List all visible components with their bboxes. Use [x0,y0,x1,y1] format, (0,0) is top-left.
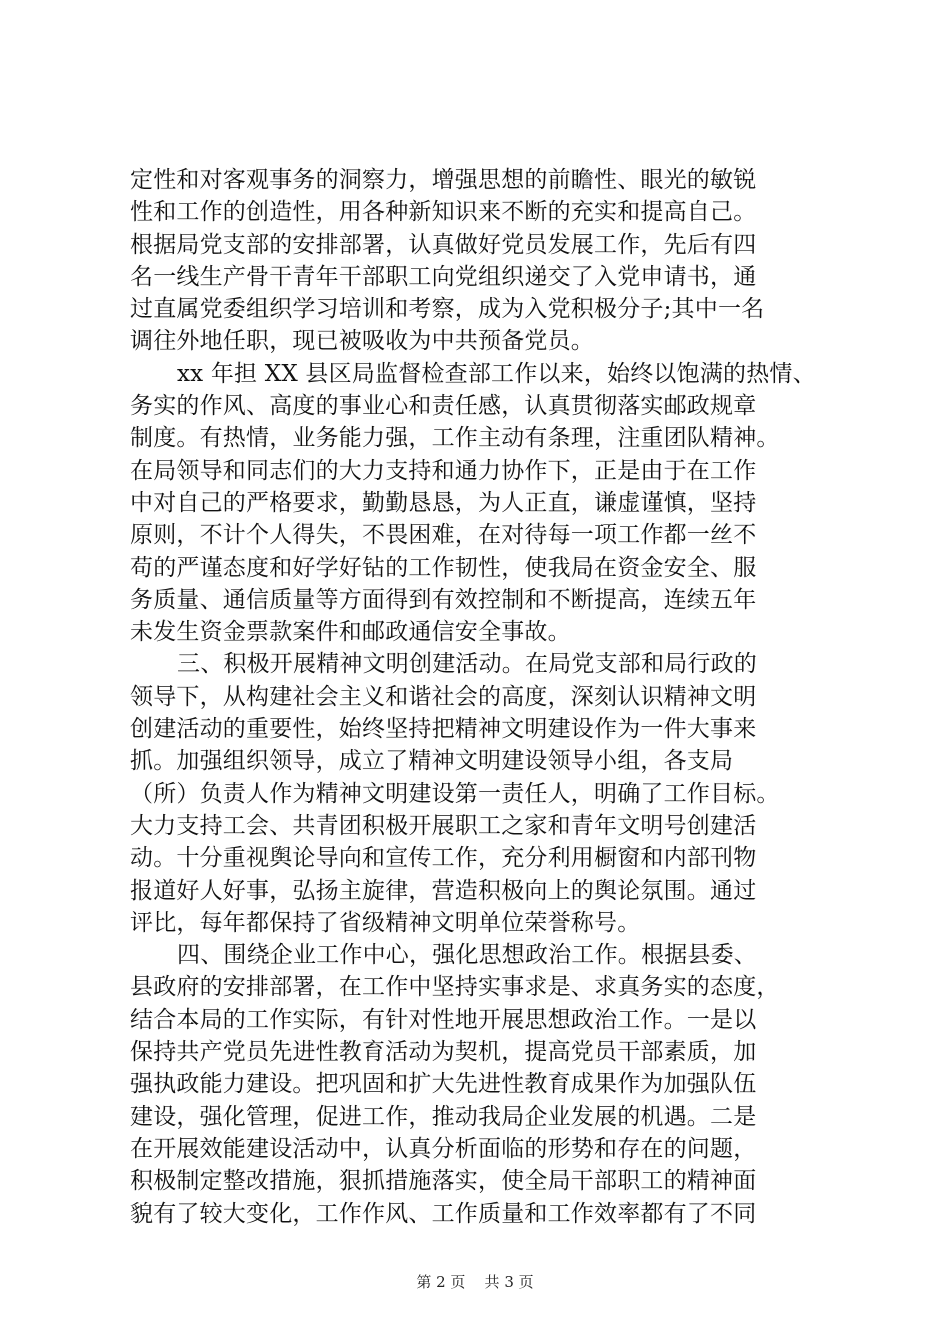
text-line: 在开展效能建设活动中，认真分析面临的形势和存在的问题， [130,1135,757,1162]
text-line: 创建活动的重要性，始终坚持把精神文明建设作为一件大事来 [130,716,757,743]
text-line: 评比，每年都保持了省级精神文明单位荣誉称号。 [130,909,641,936]
text-line: 苟的严谨态度和好学好钻的工作韧性，使我局在资金安全、服 [130,554,757,581]
text-line: 原则，不计个人得失，不畏困难，在对待每一项工作都一丝不 [130,522,757,549]
text-line: 强执政能力建设。把巩固和扩大先进性教育成果作为加强队伍 [130,1071,757,1098]
text-line: 保持共产党员先进性教育活动为契机，提高党员干部素质，加 [130,1039,757,1066]
text-line: （所）负责人作为精神文明建设第一责任人，明确了工作目标。 [130,780,780,807]
text-line: 动。十分重视舆论导向和宣传工作，充分利用橱窗和内部刊物 [130,845,757,872]
text-line: 调往外地任职，现已被吸收为中共预备党员。 [130,328,594,355]
text-line: 结合本局的工作实际，有针对性地开展思想政治工作。一是以 [130,1006,757,1033]
text-line: 三、积极开展精神文明创建活动。在局党支部和局行政的 [177,651,757,678]
text-line: 貌有了较大变化，工作作风、工作质量和工作效率都有了不同 [130,1200,757,1227]
text-line: 务实的作风、高度的事业心和责任感，认真贯彻落实邮政规章 [130,393,757,420]
text-line: 务质量、通信质量等方面得到有效控制和不断提高，连续五年 [130,586,757,613]
text-line: 抓。加强组织领导，成立了精神文明建设领导小组，各支局 [130,748,734,775]
text-line: xx 年担 XX 县区局监督检查部工作以来，始终以饱满的热情、 [177,360,816,387]
text-line: 过直属党委组织学习培训和考察，成为入党积极分子;其中一名 [130,296,765,323]
footer-separator [470,1273,480,1291]
text-line: 中对自己的严格要求，勤勤恳恳，为人正直，谦虚谨慎，坚持 [130,489,757,516]
text-line: 县政府的安排部署，在工作中坚持实事求是、求真务实的态度， [130,974,780,1001]
text-line: 定性和对客观事务的洞察力，增强思想的前瞻性、眼光的敏锐 [130,167,757,193]
text-line: 在局领导和同志们的大力支持和通力协作下，正是由于在工作 [130,457,757,484]
total-pages: 共 3 页 [484,1273,534,1291]
text-line: 性和工作的创造性，用各种新知识来不断的充实和提高自己。 [130,199,757,226]
text-line: 领导下，从构建社会主义和谐社会的高度，深刻认识精神文明 [130,683,757,710]
document-body [130,164,830,1230]
text-line: 报道好人好事，弘扬主旋律，营造积极向上的舆论氛围。通过 [130,877,757,904]
text-line: 名一线生产骨干青年干部职工向党组织递交了入党申请书，通 [130,263,757,290]
page-footer [0,1272,950,1292]
page-number: 第 2 页 [416,1273,466,1291]
text-line: 积极制定整改措施，狠抓措施落实，使全局干部职工的精神面 [130,1168,757,1195]
text-line: 未发生资金票款案件和邮政通信安全事故。 [130,619,571,646]
text-line: 大力支持工会、共青团积极开展职工之家和青年文明号创建活 [130,812,757,839]
text-line: 制度。有热情，业务能力强，工作主动有条理，注重团队精神。 [130,425,780,452]
text-line: 根据局党支部的安排部署，认真做好党员发展工作，先后有四 [130,231,757,258]
text-line: 建设，强化管理，促进工作，推动我局企业发展的机遇。二是 [130,1103,757,1130]
text-line: 四、围绕企业工作中心，强化思想政治工作。根据县委、 [177,942,757,969]
